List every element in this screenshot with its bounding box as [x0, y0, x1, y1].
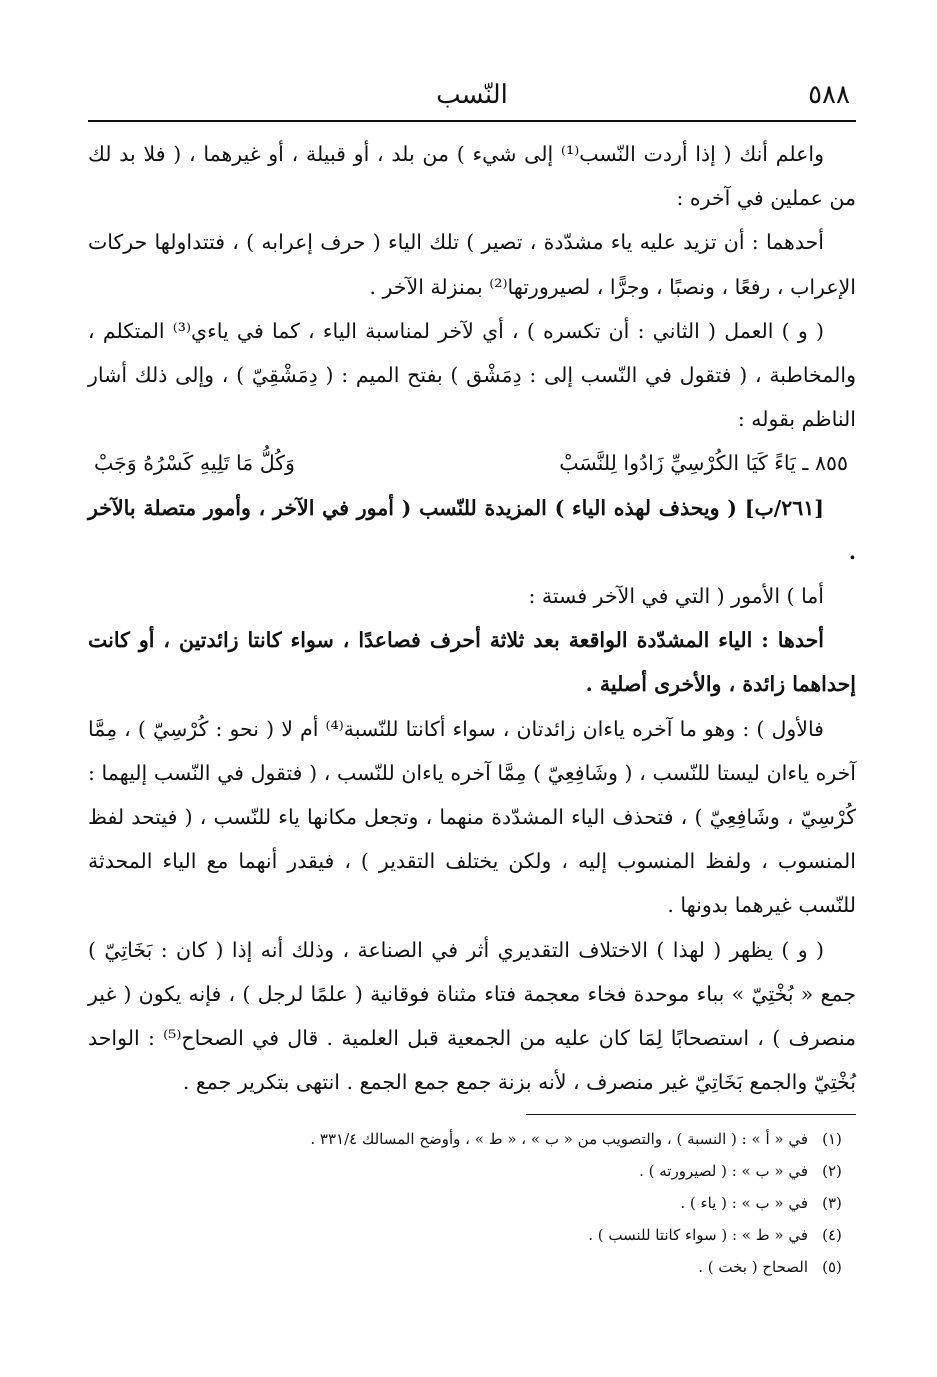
paragraph: أحدها : الياء المشدّدة الواقعة بعد ثلاثة أحرف فصاعدًا ، سواء كانتا زائدتين ، أو كانت إحداهما زائدة ، والأخرى أصلية .	[88, 628, 856, 697]
footnote	[88, 1219, 856, 1251]
page-header	[88, 76, 856, 122]
verse-line	[88, 441, 856, 485]
verse-number: ٨٥٥ ـ	[802, 451, 848, 476]
footnote	[88, 1123, 856, 1155]
footnote-text: في « ب » : ( ياء ) .	[680, 1194, 808, 1213]
paragraph: ( و ) يظهر ( لهذا ) الاختلاف التقديري أثر في الصناعة ، وذلك أنه إذا ( كان : بَخَاتِيّ ) جمع « بُخْتِيّ » بباء موحدة فخاء معجمة فتاء مثناة فوقانية ( علمًا لرجل ) ، فإنه يكون ( غير منصرف ) ، استصحابًا لِمَا كان عليه من الجمعية قبل العلمية . قال في الصحاح⁽⁵⁾ : الواحد بُخْتِيّ والجمع بَخَاتِيّ غير منصرف ، لأنه بزنة جمع جمع الجمع . انتهى بتكرير جمع .	[88, 937, 856, 1095]
footnote-divider	[526, 1114, 856, 1115]
main-text	[88, 132, 856, 1104]
footnote-number: (٣)	[822, 1194, 842, 1213]
footnote-text: في « ط » : ( سواء كانتا للنسب ) .	[588, 1226, 808, 1245]
footnote-number: (٥)	[822, 1258, 842, 1277]
footnote	[88, 1251, 856, 1283]
paragraph: واعلم أنك ( إذا أردت النّسب⁽¹⁾ إلى شيء ) من بلد ، أو قبيلة ، أو غيرهما ، ( فلا بد لك من عملين في آخره :	[88, 142, 856, 211]
running-title: النّسب	[436, 80, 508, 110]
footnote-text: في « ب » : ( لصيرورته ) .	[639, 1162, 808, 1181]
footnote	[88, 1155, 856, 1187]
footnote-text: في « أ » : ( النسبة ) ، والتصويب من « ب » ، « ط » ، وأوضح المسالك ٣٣١/٤ .	[310, 1130, 808, 1149]
verse-second-hemistich: وَكُلُّ مَا تَلِيهِ كَسْرُهُ وَجَبْ	[94, 451, 295, 476]
paragraph: فالأول ) : وهو ما آخره ياءان زائدتان ، سواء أكانتا للنّسبة⁽⁴⁾ أم لا ( نحو : كُرْسِيّ ) ، مِمَّا آخره ياءان ليستا للنّسب ، ( وشَافِعِيّ ) مِمَّا آخره ياءان للنّسب ، ( فتقول في النّسب إليهما : كُرْسِيّ ، وشَافِعِيّ ) ، فتحذف الياء المشدّدة منهما ، وتجعل مكانها ياء للنّسب ، ( فيتحد لفظ المنسوب ، ولفظ المنسوب إليه ، ولكن يختلف التقدير ) ، فيقدر أنهما مع الياء المحدثة للنّسب غيرهما بدونها .	[88, 716, 856, 918]
footnote-number: (٢)	[822, 1162, 842, 1181]
footnotes	[88, 1123, 856, 1283]
paragraph: أما ) الأمور ( التي في الآخر فستة :	[528, 584, 824, 609]
footnote-number: (١)	[822, 1130, 842, 1149]
footnote	[88, 1187, 856, 1219]
book-page	[88, 76, 856, 1283]
page-number: ٥٨٨	[808, 80, 850, 110]
verse-first-hemistich: ٨٥٥ ـ يَاءً كَيَا الكُرْسِيِّ زَادُوا لِلنَّسَبْ	[559, 451, 848, 476]
footnote-text: الصحاح ( بخت ) .	[698, 1258, 808, 1277]
paragraph: أحدهما : أن تزيد عليه ياء مشدّدة ، تصير ) تلك الياء ( حرف إعرابه ) ، فتتداولها حركات الإعراب ، رفعًا ، ونصبًا ، وجرًّا ، لصيرورتها⁽²⁾ بمنزلة الآخر .	[88, 230, 856, 299]
paragraph: [٢٦١/ب] ( ويحذف لهذه الياء ) المزيدة للنّسب ( أمور في الآخر ، وأمور متصلة بالآخر .	[88, 495, 856, 564]
footnote-number: (٤)	[822, 1226, 842, 1245]
paragraph: ( و ) العمل ( الثاني : أن تكسره ) ، أي لآخر لمناسبة الياء ، كما في ياءي⁽³⁾ المتكلم ، والمخاطبة ، ( فتقول في النّسب إلى : دِمَشْق ) بفتح الميم : ( دِمَشْقِيّ ) ، وإلى ذلك أشار الناظم بقوله :	[88, 318, 856, 432]
